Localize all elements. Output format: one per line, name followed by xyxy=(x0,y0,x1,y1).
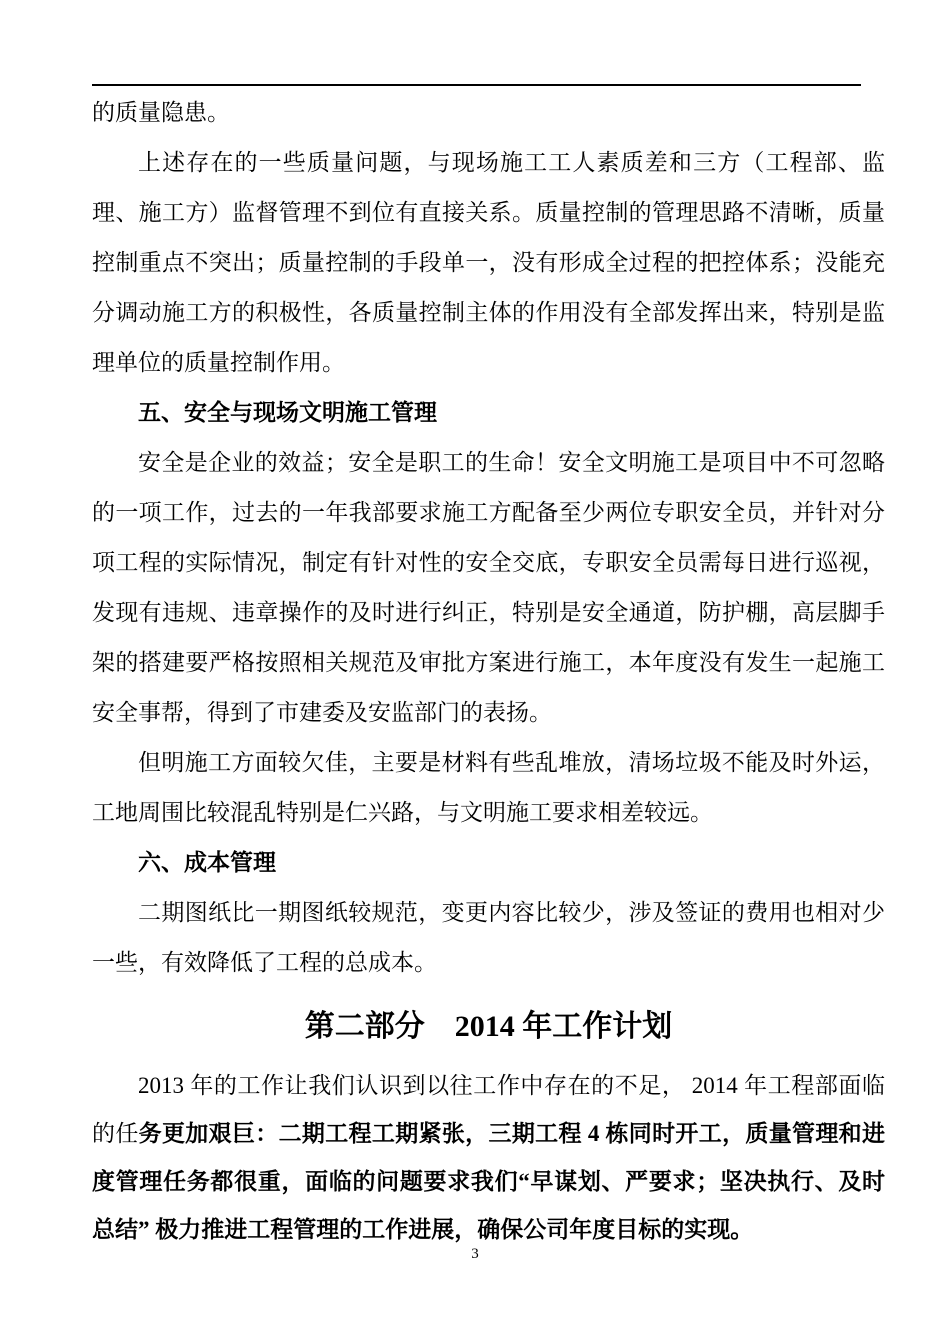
paragraph-cost-management: 二期图纸比一期图纸较规范，变更内容比较少，涉及签证的费用也相对少一些，有效降低了工程的总成本。 xyxy=(92,900,885,975)
paragraph-civilized-construction: 但明施工方面较欠佳，主要是材料有些乱堆放，清场垃圾不能及时外运，工地周围比较混乱特别是仁兴路，与文明施工要求相差较远。 xyxy=(92,750,885,825)
header-rule xyxy=(92,84,861,86)
plan-text-bold: 务更加艰巨：二期工程工期紧张，三期工程 4 栋同时开工，质量管理和进度管理任务都很重，面临的问题要求我们“早谋划、严要求；坚决执行、及时总结” 极力推进工程管理的工作进展，确保公司年度目标的实现。 xyxy=(92,1121,886,1242)
paragraph-quality-issues: 上述存在的一些质量问题，与现场施工工人素质差和三方（工程部、监理、施工方）监督管理不到位有直接关系。质量控制的管理思路不清晰，质量控制重点不突出；质量控制的手段单一，没有形成全过程的把控体系；没能充分调动施工方的积极性，各质量控制主体的作用没有全部发挥出来，特别是监理单位的质量控制作用。 xyxy=(92,150,885,375)
heading-safety-section: 五、安全与现场文明施工管理 xyxy=(138,400,437,425)
paragraph-2014-plan xyxy=(92,1062,885,1254)
plan-text-normal: 2013 年的工作让我们认识到以往工作中存在的不足， 2014 年工程部面临的任 xyxy=(92,1073,885,1146)
paragraph-quality-tail: 的质量隐患。 xyxy=(92,100,230,125)
heading-cost-section: 六、成本管理 xyxy=(138,850,276,875)
paragraph-safety-management: 安全是企业的效益；安全是职工的生命！安全文明施工是项目中不可忽略的一项工作，过去的一年我部要求施工方配备至少两位专职安全员，并针对分项工程的实际情况，制定有针对性的安全交底，专职安全员需每日进行巡视，发现有违规、违章操作的及时进行纠正，特别是安全通道，防护棚，高层脚手架的搭建要严格按照相关规范及审批方案进行施工，本年度没有发生一起施工安全事帮，得到了市建委及安监部门的表扬。 xyxy=(92,450,885,725)
page-number: 3 xyxy=(471,1246,479,1262)
part2-title: 第二部分 2014 年工作计划 xyxy=(304,1010,673,1043)
